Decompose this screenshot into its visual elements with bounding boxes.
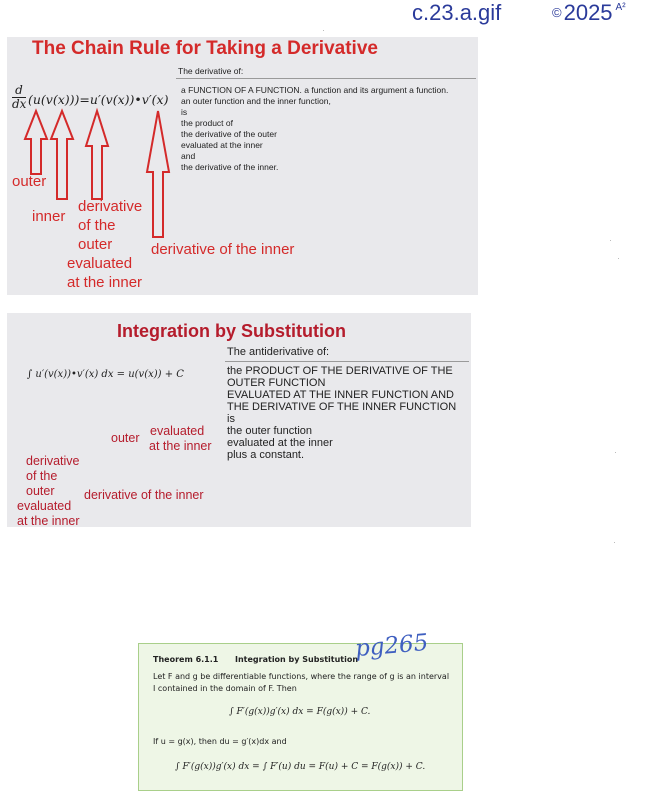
substitution-line: the PRODUCT OF THE DERIVATIVE OF THE xyxy=(227,365,453,377)
handwritten-page-note: pg265 xyxy=(354,629,430,663)
chain-rule-line: is xyxy=(181,107,188,117)
theorem-equation-1: ∫ F′(g(x))g′(x) dx = F(g(x)) + C. xyxy=(229,707,371,717)
copyright-superscript: A² xyxy=(615,2,626,13)
label-line: derivative xyxy=(26,454,80,468)
scan-speck xyxy=(610,240,611,241)
chain-rule-label-outer: outer xyxy=(12,173,47,190)
label-line: outer xyxy=(26,484,55,498)
substitution-label-outer: outer xyxy=(111,431,140,445)
substitution-label-evaluated xyxy=(149,424,212,454)
copyright-symbol: © xyxy=(552,5,562,20)
theorem-name: Integration by Substitution xyxy=(235,655,359,664)
label-line: evaluated xyxy=(67,255,133,272)
label-line: at the inner xyxy=(149,439,212,453)
chain-rule-line: a FUNCTION OF A FUNCTION. a function and its argument a function. xyxy=(181,85,449,95)
chain-rule-title: The Chain Rule for Taking a Derivative xyxy=(32,38,378,59)
label-line: evaluated xyxy=(17,499,72,513)
substitution-line: EVALUATED AT THE INNER FUNCTION AND xyxy=(227,389,454,401)
chain-rule-line: evaluated at the inner xyxy=(181,140,263,150)
arrow-outer-icon xyxy=(25,111,47,174)
chain-rule-label-derivative-outer xyxy=(67,197,142,292)
chain-rule-intro: The derivative of: xyxy=(178,66,244,76)
substitution-title: Integration by Substitution xyxy=(117,321,346,341)
substitution-description xyxy=(227,365,470,461)
theorem-statement-line-2: I contained in the domain of F. Then xyxy=(153,684,297,693)
arrow-derivative-outer-icon xyxy=(86,111,108,199)
arrow-inner-icon xyxy=(51,111,73,199)
theorem-number: Theorem 6.1.1 xyxy=(153,655,219,664)
image-filename: c.23.a.gif xyxy=(412,0,502,25)
scan-speck xyxy=(615,452,616,453)
scan-speck xyxy=(614,542,615,543)
chain-rule-line: an outer function and the inner function, xyxy=(181,96,331,106)
label-line: derivative xyxy=(78,198,143,215)
theorem-box xyxy=(138,643,463,791)
theorem-equation-2: ∫ F′(g(x))g′(x) dx = ∫ F′(u) du = F(u) + C = F(g(x)) + C. xyxy=(175,762,426,772)
substitution-line: plus a constant. xyxy=(227,449,305,461)
substitution-line: THE DERIVATIVE OF THE INNER FUNCTION xyxy=(227,401,457,413)
label-line: evaluated xyxy=(150,424,205,438)
scan-speck xyxy=(618,258,619,259)
scan-speck xyxy=(323,30,324,31)
copyright-year: 2025 xyxy=(563,0,613,25)
arrow-derivative-inner-icon xyxy=(147,111,169,237)
substitution-line: is xyxy=(227,413,235,425)
chain-rule-label-inner: inner xyxy=(32,208,66,225)
theorem-statement-line-1: Let F and g be differentiable functions, where the range of g is an interval xyxy=(153,672,450,681)
label-line: at the inner xyxy=(67,274,143,291)
chain-rule-line: the product of xyxy=(181,118,233,128)
label-line: of the xyxy=(78,217,116,234)
substitution-line: the outer function xyxy=(227,425,313,437)
label-line: at the inner xyxy=(17,514,80,528)
chain-rule-d: d xyxy=(15,83,23,97)
substitution-line: OUTER FUNCTION xyxy=(227,377,326,389)
chain-rule-line: the derivative of the inner. xyxy=(181,162,279,172)
substitution-line: evaluated at the inner xyxy=(227,437,333,449)
chain-rule-formula: (u(v(x)))=u′(v(x))•v′(x) xyxy=(28,92,169,107)
substitution-label-derivative-inner: derivative of the inner xyxy=(84,488,204,502)
chain-rule-dx: dx xyxy=(12,97,27,111)
chain-rule-line: and xyxy=(181,151,196,161)
chain-rule-label-derivative-inner: derivative of the inner xyxy=(151,241,295,258)
substitution-formula: ∫ u′(v(x))•v′(x) dx = u(v(x)) + C xyxy=(27,369,184,380)
substitution-label-derivative-outer xyxy=(17,454,80,529)
chain-rule-line: the derivative of the outer xyxy=(181,129,277,139)
theorem-substitution-line: If u = g(x), then du = g′(x)dx and xyxy=(153,737,287,746)
label-line: outer xyxy=(78,236,113,253)
substitution-intro: The antiderivative of: xyxy=(227,346,330,358)
substitution-divider xyxy=(225,361,469,362)
label-line: of the xyxy=(26,469,58,483)
